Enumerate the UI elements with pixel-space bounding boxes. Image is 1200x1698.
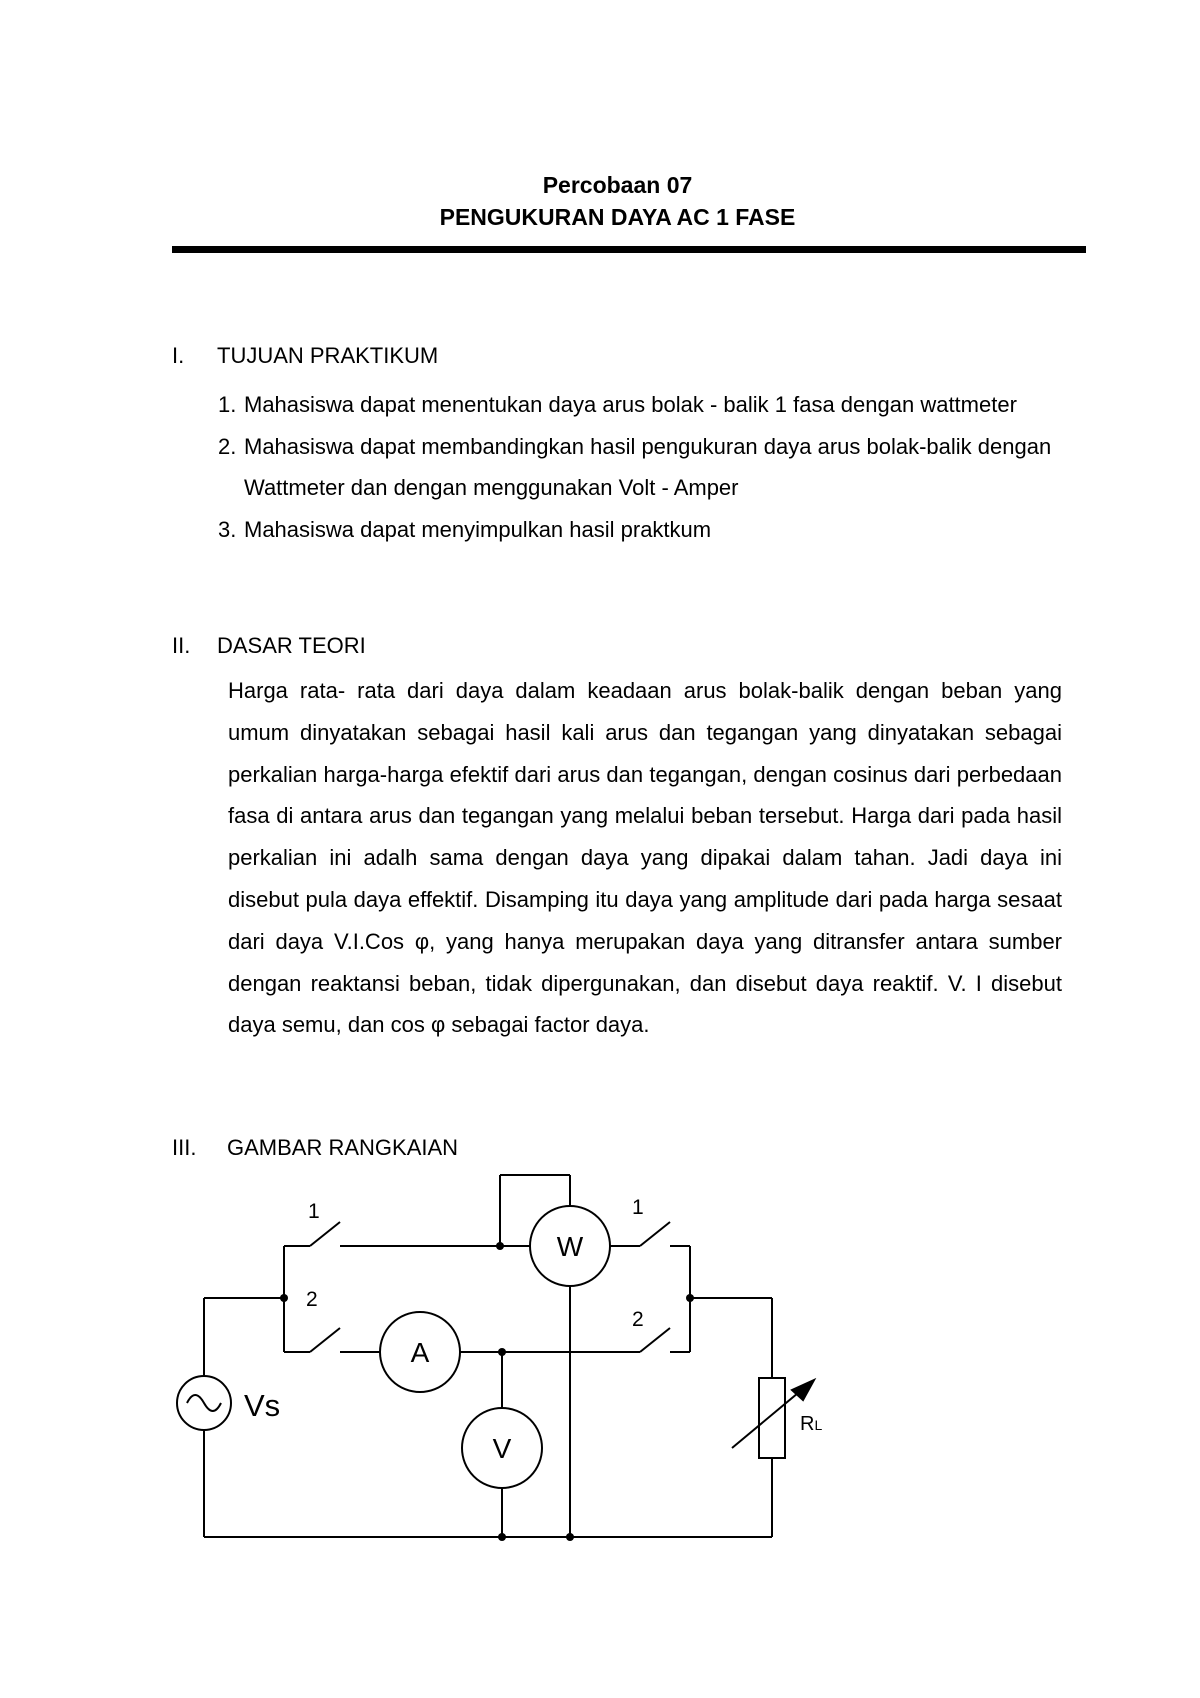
switch-right-1 — [640, 1222, 670, 1246]
theory-paragraph: Harga rata- rata dari daya dalam keadaan arus bolak-balik dengan beban yang umum dinyatakan sebagai hasil kali arus dan tegangan yang dinyatakan sebagai perkalian harga-harga efektif dari arus dan tegangan, dengan cosinus dari perbedaan fasa di antara arus dan tegangan yang melalui beban tersebut. Harga dari pada hasil perkalian ini adalh sama dengan daya yang dipakai dalam tahan. Jadi daya ini disebut pula daya effektif. Disamping itu daya yang amplitude dari pada harga sesaat dari daya V.I.Cos φ, yang hanya merupakan daya yang ditransfer antara sumber dengan reaktansi beban, tidak dipergunakan, dan disebut daya reaktif. V. I disebut daya semu, dan cos φ sebagai factor daya. — [228, 678, 1062, 1038]
list-item — [218, 509, 1078, 551]
document-title: Percobaan 07 — [542, 172, 693, 198]
list-item — [218, 384, 1078, 426]
junction-dots — [280, 1242, 694, 1541]
section-number: I. — [172, 343, 185, 368]
list-item — [218, 426, 1078, 509]
title-underline — [172, 246, 1086, 253]
circuit-diagram — [0, 1160, 1200, 1560]
list-item-number: 1. — [218, 392, 237, 417]
load-resistor-icon — [759, 1378, 785, 1458]
section-number: II. — [172, 633, 191, 658]
section-heading-gambar-rangkaian — [172, 1135, 458, 1161]
ammeter-label: A — [410, 1337, 430, 1368]
section-title: DASAR TEORI — [217, 633, 366, 658]
load-label: RL — [800, 1413, 823, 1435]
switch-left-bottom-label: 2 — [306, 1288, 318, 1311]
switch-left-top-label: 1 — [308, 1200, 320, 1223]
section-heading-dasar-teori — [172, 633, 366, 659]
bottom-branch-wires — [284, 1276, 690, 1537]
voltmeter-label: V — [492, 1433, 512, 1464]
list-item-text: Mahasiswa dapat membandingkan hasil pengukuran daya arus bolak-balik dengan Wattmeter dan dengan menggunakan Volt - Amper — [244, 433, 1052, 500]
section-title: GAMBAR RANGKAIAN — [227, 1135, 459, 1160]
switch-left-1 — [310, 1222, 340, 1246]
list-item-text: Mahasiswa dapat menentukan daya arus bolak - balik 1 fasa dengan wattmeter — [244, 392, 1017, 417]
section-heading-tujuan — [172, 343, 438, 369]
top-branch-wires — [284, 1246, 690, 1352]
arrowhead-icon — [792, 1380, 814, 1400]
section-number: III. — [172, 1135, 197, 1160]
switch-right-2 — [640, 1328, 670, 1352]
switch-right-bottom-label: 2 — [632, 1308, 644, 1331]
switch-left-2 — [310, 1328, 340, 1352]
wattmeter-label: W — [556, 1231, 584, 1262]
source-label: Vs — [244, 1388, 281, 1423]
switch-right-top-label: 1 — [632, 1196, 644, 1219]
document-subtitle: PENGUKURAN DAYA AC 1 FASE — [439, 204, 796, 230]
list-item-number: 2. — [218, 433, 237, 459]
list-item-text: Mahasiswa dapat menyimpulkan hasil praktkum — [244, 516, 712, 542]
objectives-list — [218, 384, 1078, 550]
section-title: TUJUAN PRAKTIKUM — [217, 343, 439, 368]
list-item-number: 3. — [218, 516, 237, 542]
